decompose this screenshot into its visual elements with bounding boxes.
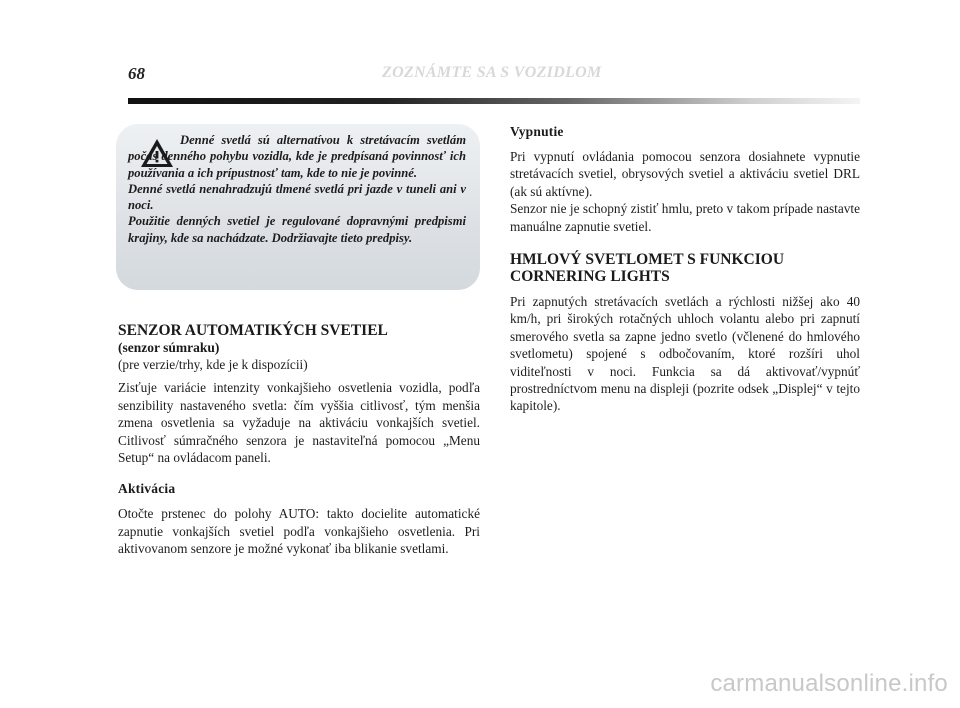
availability-note: (pre verzie/trhy, kde je k dispozícii) [118, 357, 308, 372]
activation-paragraph: Otočte prstenec do polohy AUTO: takto docielite automatické zapnutie vonkajších svetiel podľa vonkajšieho osvetlenia. Pri aktivovanom senzore je možné vykonať iba blikanie svetlami. [118, 506, 480, 557]
deactivation-paragraph-1: Pri vypnutí ovládania pomocou senzora dosiahnete vypnutie stretávacích svetiel, obrysových svetiel a aktiváciu svetiel DRL (ak sú aktívne). [510, 149, 860, 199]
warning-paragraph-1: Denné svetlá sú alternatívou k stretávacím svetlám počas denného pohybu vozidla, kde je predpísaná povinnosť ich používania a ich prípustnosť tam, kde to nie je povinné. [128, 133, 466, 180]
warning-text [128, 132, 466, 246]
warning-paragraph-2: Denné svetlá nenahradzujú tlmené svetlá pri jazde v tuneli ani v noci. [128, 181, 466, 213]
page-number: 68 [128, 64, 145, 83]
header-rule [128, 98, 860, 104]
watermark: carmanualsonline.info [710, 670, 948, 697]
activation-heading: Aktivácia [118, 481, 176, 497]
deactivation-heading: Vypnutie [510, 124, 564, 139]
left-column [118, 322, 480, 558]
chapter-title: ZOZNÁMTE SA S VOZIDLOM [382, 64, 602, 81]
section-heading-light-sensor: SENZOR AUTOMATIKÝCH SVETIEL [118, 322, 388, 339]
fog-light-paragraph: Pri zapnutých stretávacích svetlách a rýchlosti nižšej ako 40 km/h, pri širokých rotačných uhloch volantu alebo pri zapnutí smerového svetla sa zapne jedno svetlo (včlenené do hmlového svetlometu) spojené s odbočovaním, ktoré rozšíri uhol viditeľnosti v noci. Funkcia sa dá aktivovať/vypnúť prostredníctvom menu na displeji (pozrite odsek „Displej“ v tejto kapitole). [510, 294, 860, 414]
section-heading-fog-light: HMLOVÝ SVETLOMET S FUNKCIOU CORNERING LIGHTS [510, 251, 785, 286]
sensor-paragraph: Zisťuje variácie intenzity vonkajšieho osvetlenia vozidla, podľa senzibility nastaveného svetla: čím vyššia citlivosť, tým menšia zmena osvetlenia sa vyžaduje na aktiváciu vonkajších svetiel. Citlivosť súmračného senzora je nastaviteľná pomocou „Menu Setup“ na ovládacom paneli. [118, 380, 480, 466]
deactivation-paragraph-2: Senzor nie je schopný zistiť hmlu, preto v takom prípade nastavte manuálne zapnutie svetiel. [510, 201, 860, 234]
warning-paragraph-3: Použitie denných svetiel je regulované dopravnými predpismi krajiny, kde sa nachádzate. Dodržiavajte tieto predpisy. [128, 214, 466, 245]
right-column [510, 123, 860, 415]
section-subheading: (senzor súmraku) [118, 340, 220, 355]
